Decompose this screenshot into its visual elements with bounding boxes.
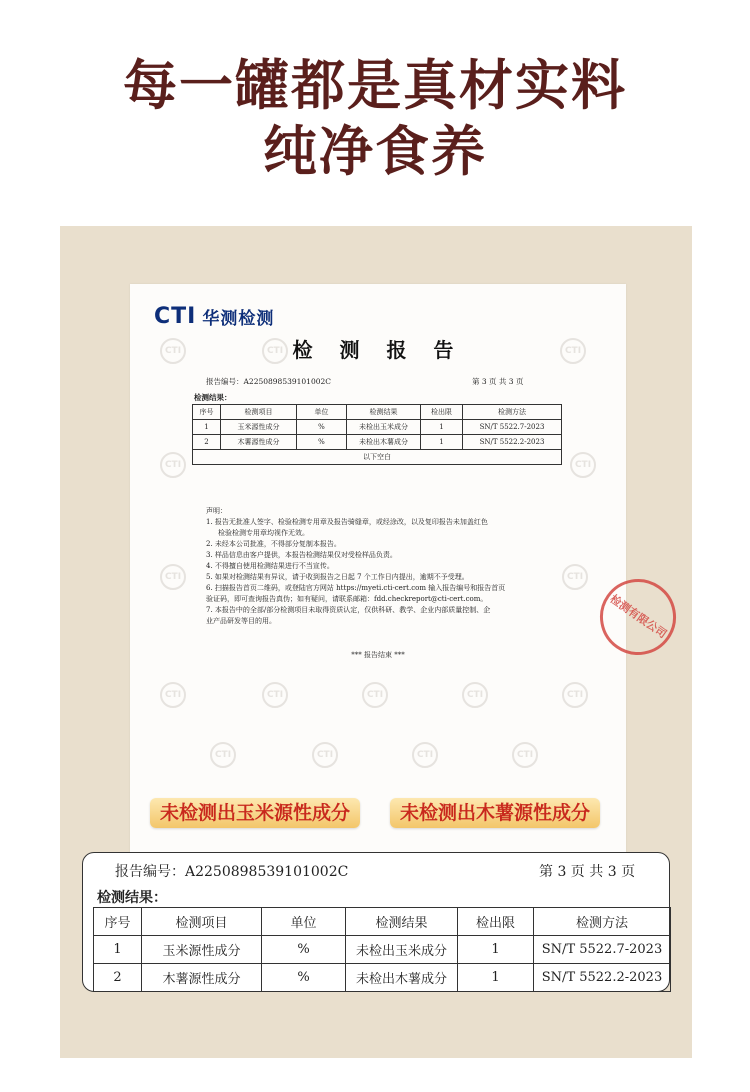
table-cell: 1 [458, 964, 534, 992]
table-cell: SN/T 5522.2-2023 [463, 435, 562, 450]
table-cell: 1 [458, 936, 534, 964]
page-number-zoom: 第 3 页 共 3 页 [539, 864, 636, 880]
results-table-large [93, 907, 671, 992]
results-label-zoom: 检测结果： [97, 890, 167, 906]
cti-logo [154, 304, 274, 329]
cti-watermark-icon: CTI [560, 338, 586, 364]
logo-name: 华测检测 [202, 309, 275, 329]
column-header: 序号 [94, 908, 142, 936]
table-cell: 2 [94, 964, 142, 992]
column-header: 序号 [193, 405, 221, 420]
report-document [130, 284, 670, 884]
table-row [94, 964, 671, 992]
column-header: 检测结果 [346, 908, 458, 936]
table-cell: 未检出木薯成分 [347, 435, 421, 450]
declaration-line: 3. 样品信息由客户提供，本报告检测结果仅对受检样品负责。 [206, 551, 397, 559]
zoomed-results-panel [82, 852, 670, 992]
page-number: 第 3 页 共 3 页 [472, 377, 524, 386]
cti-watermark-icon: CTI [512, 742, 538, 768]
report-number: 报告编号：A2250898539101002C [206, 377, 332, 386]
table-cell: 玉米源性成分 [221, 420, 297, 435]
table-cell: % [262, 936, 346, 964]
declaration-line: 验证码，即可查询报告真伪；如有疑问，请联系邮箱：fdd.checkreport@cti-cert.com。 [206, 595, 488, 603]
table-cell: 玉米源性成分 [142, 936, 262, 964]
cti-watermark-icon: CTI [570, 452, 596, 478]
table-header-row [193, 405, 562, 420]
column-header: 检测方法 [463, 405, 562, 420]
blank-note: 以下空白 [193, 450, 562, 465]
table-row [193, 450, 562, 465]
logo-brand: CTI [154, 304, 197, 329]
results-label: 检测结果： [194, 393, 232, 402]
cti-watermark-icon: CTI [262, 682, 288, 708]
column-header: 检测项目 [221, 405, 297, 420]
cti-watermark-icon: CTI [562, 682, 588, 708]
declaration-line: 7. 本报告中的全部/部分检测项目未取得资质认定，仅供科研、教学、企业内部质量控制、企 [206, 606, 491, 614]
badge-no-corn: 未检测出玉米源性成分 [150, 798, 360, 828]
cti-watermark-icon: CTI [312, 742, 338, 768]
table-cell: 木薯源性成分 [221, 435, 297, 450]
cti-watermark-icon: CTI [210, 742, 236, 768]
cti-watermark-icon: CTI [412, 742, 438, 768]
declarations [206, 506, 566, 627]
cti-watermark-icon: CTI [160, 682, 186, 708]
column-header: 检测项目 [142, 908, 262, 936]
declaration-line: 2. 未经本公司批准，不得部分复制本报告。 [206, 540, 341, 548]
declaration-line: 业产品研发等目的用。 [206, 617, 276, 625]
cti-watermark-icon: CTI [160, 564, 186, 590]
column-header: 检出限 [421, 405, 463, 420]
table-row [193, 435, 562, 450]
table-cell: 1 [421, 420, 463, 435]
declaration-line: 检验检测专用章均视作无效。 [218, 529, 309, 537]
headline-line-1: 每一罐都是真材实料 [123, 53, 627, 117]
table-cell: 1 [193, 420, 221, 435]
table-cell: SN/T 5522.7-2023 [534, 936, 671, 964]
table-cell: % [262, 964, 346, 992]
table-cell: 木薯源性成分 [142, 964, 262, 992]
report-title: 检 测 报 告 [292, 338, 464, 362]
table-header-row [94, 908, 671, 936]
table-cell: 2 [193, 435, 221, 450]
column-header: 单位 [297, 405, 347, 420]
declaration-title: 声明： [206, 507, 227, 515]
table-cell: 未检出玉米成分 [347, 420, 421, 435]
table-cell: % [297, 435, 347, 450]
cti-watermark-icon: CTI [462, 682, 488, 708]
declaration-line: 6. 扫描报告首页二维码，或登陆官方网站 https://myeti.cti-cert.com 输入报告编号和报告首页 [206, 584, 506, 592]
report-end-note: *** 报告结束 *** [351, 651, 405, 659]
declaration-line: 1. 报告无批准人签字、检验检测专用章及报告骑缝章，或经涂改，以及复印报告未加盖红色 [206, 518, 488, 526]
table-cell: SN/T 5522.7-2023 [463, 420, 562, 435]
table-row [94, 936, 671, 964]
column-header: 单位 [262, 908, 346, 936]
table-cell: 未检出玉米成分 [346, 936, 458, 964]
column-header: 检出限 [458, 908, 534, 936]
declaration-line: 5. 如果对检测结果有异议，请于收到报告之日起 7 个工作日内提出，逾期不予受理。 [206, 573, 469, 581]
cti-watermark-icon: CTI [562, 564, 588, 590]
cti-watermark-icon: CTI [160, 452, 186, 478]
headline-line-2: 纯净食养 [263, 119, 487, 183]
table-cell: 未检出木薯成分 [346, 964, 458, 992]
cti-watermark-icon: CTI [362, 682, 388, 708]
declaration-line: 4. 不得擅自使用检测结果进行不当宣传。 [206, 562, 334, 570]
cti-watermark-icon: CTI [262, 338, 288, 364]
results-table-small [192, 404, 562, 465]
column-header: 检测方法 [534, 908, 671, 936]
red-seal-stamp: 检测有限公司 [585, 564, 691, 670]
cti-watermark-icon: CTI [160, 338, 186, 364]
table-cell: 1 [94, 936, 142, 964]
table-cell: 1 [421, 435, 463, 450]
table-cell: % [297, 420, 347, 435]
table-row [193, 420, 562, 435]
badge-no-cassava: 未检测出木薯源性成分 [390, 798, 600, 828]
column-header: 检测结果 [347, 405, 421, 420]
report-number-zoom: 报告编号：A2250898539101002C [115, 864, 349, 880]
table-cell: SN/T 5522.2-2023 [534, 964, 671, 992]
